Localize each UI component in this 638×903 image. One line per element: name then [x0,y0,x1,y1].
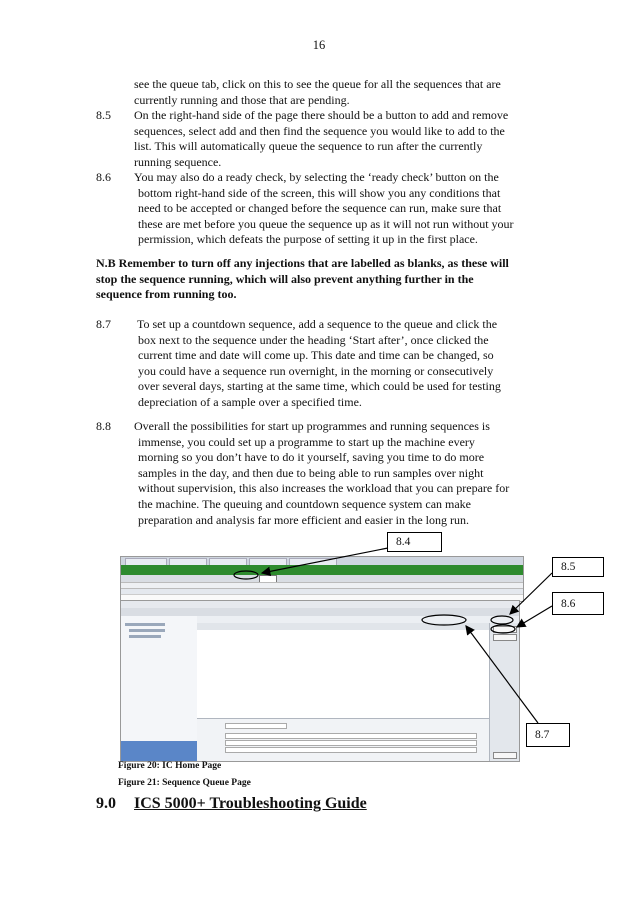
text-line: depreciation of a sample over a specified time. [138,394,362,409]
text-line: morning so you don’t have to do it yourself, saving you time to do more [138,450,485,465]
section-number: 9.0 [96,795,116,812]
figure-21-caption: Figure 21: Sequence Queue Page [118,778,251,788]
text-line: without supervision, this also increases the workload that you can prepare for [138,481,510,496]
section-title: ICS 5000+ Troubleshooting Guide [134,795,367,812]
text-line: N.B Remember to turn off any injections that are labelled as blanks, as these will [96,256,509,270]
callout-8-5: 8.5 [552,557,604,577]
callout-8-7: 8.7 [526,723,570,747]
text-line: need to be accepted or changed before the sequence can run, make sure that [138,201,502,216]
callout-8-4: 8.4 [387,532,442,552]
add-button-highlight [491,616,513,624]
figure-20-caption: Figure 20: IC Home Page [118,761,222,771]
section-heading [96,795,367,813]
text-line: samples in the day, and then due to being able to run samples over night [138,465,484,480]
text-line: To set up a countdown sequence, add a sequence to the queue and click the [137,317,498,331]
text-line: bottom right-hand side of the screen, this will show you any conditions that [138,185,501,200]
text-line: over several days, starting at the same time, which could be used for testing [138,379,501,394]
text-line: permission, which defeats the purpose of setting it up in the first place. [138,232,478,247]
text-line: currently running and those that are pending. [134,92,350,107]
queue-tab-highlight [234,571,258,579]
text-line: preparation and analysis far more efficient and easier in the long run. [138,512,469,527]
arrow-8-7 [466,626,538,723]
text-line: list. This will automatically queue the sequence to run after the currently [134,139,483,154]
item-number-8-6: 8.6 [96,170,111,184]
text-line: running sequence. [134,154,222,169]
remove-button-highlight [491,625,515,633]
page-number: 16 [312,38,326,52]
item-number-8-8: 8.8 [96,419,111,433]
arrow-8-5 [510,573,552,614]
callout-8-6: 8.6 [552,592,604,615]
text-line: these are met before you queue the sequence up as it will not run without your [138,216,514,231]
text-line: stop the sequence running, which will also prevent anything further in the [96,271,474,286]
arrow-8-4 [262,548,388,573]
item-number-8-5: 8.5 [96,108,111,122]
text-line: the machine. The queuing and countdown sequence system can make [138,496,472,511]
start-after-highlight [422,615,466,625]
text-line: immense, you could set up a programme to start up the machine every [138,434,475,449]
text-line: sequence from running too. [96,287,237,302]
text-line: Overall the possibilities for start up programmes and running sequences is [134,419,490,433]
item-number-8-7: 8.7 [96,317,111,331]
text-line: current time and date will come up. This date and time can be changed, so [138,348,494,363]
arrow-8-6 [517,606,552,627]
text-line: box next to the sequence under the heading ‘Start after’, once clicked the [138,332,489,347]
text-line: You may also do a ready check, by selecting the ‘ready check’ button on the [134,170,499,184]
text-line: sequences, select add and then find the sequence you would like to add to the [134,123,505,138]
text-line: On the right-hand side of the page there should be a button to add and remove [134,108,509,122]
text-line: you could have a sequence run overnight, in the morning or consecutively [138,363,494,378]
text-line: see the queue tab, click on this to see the queue for all the sequences that are [134,77,501,91]
